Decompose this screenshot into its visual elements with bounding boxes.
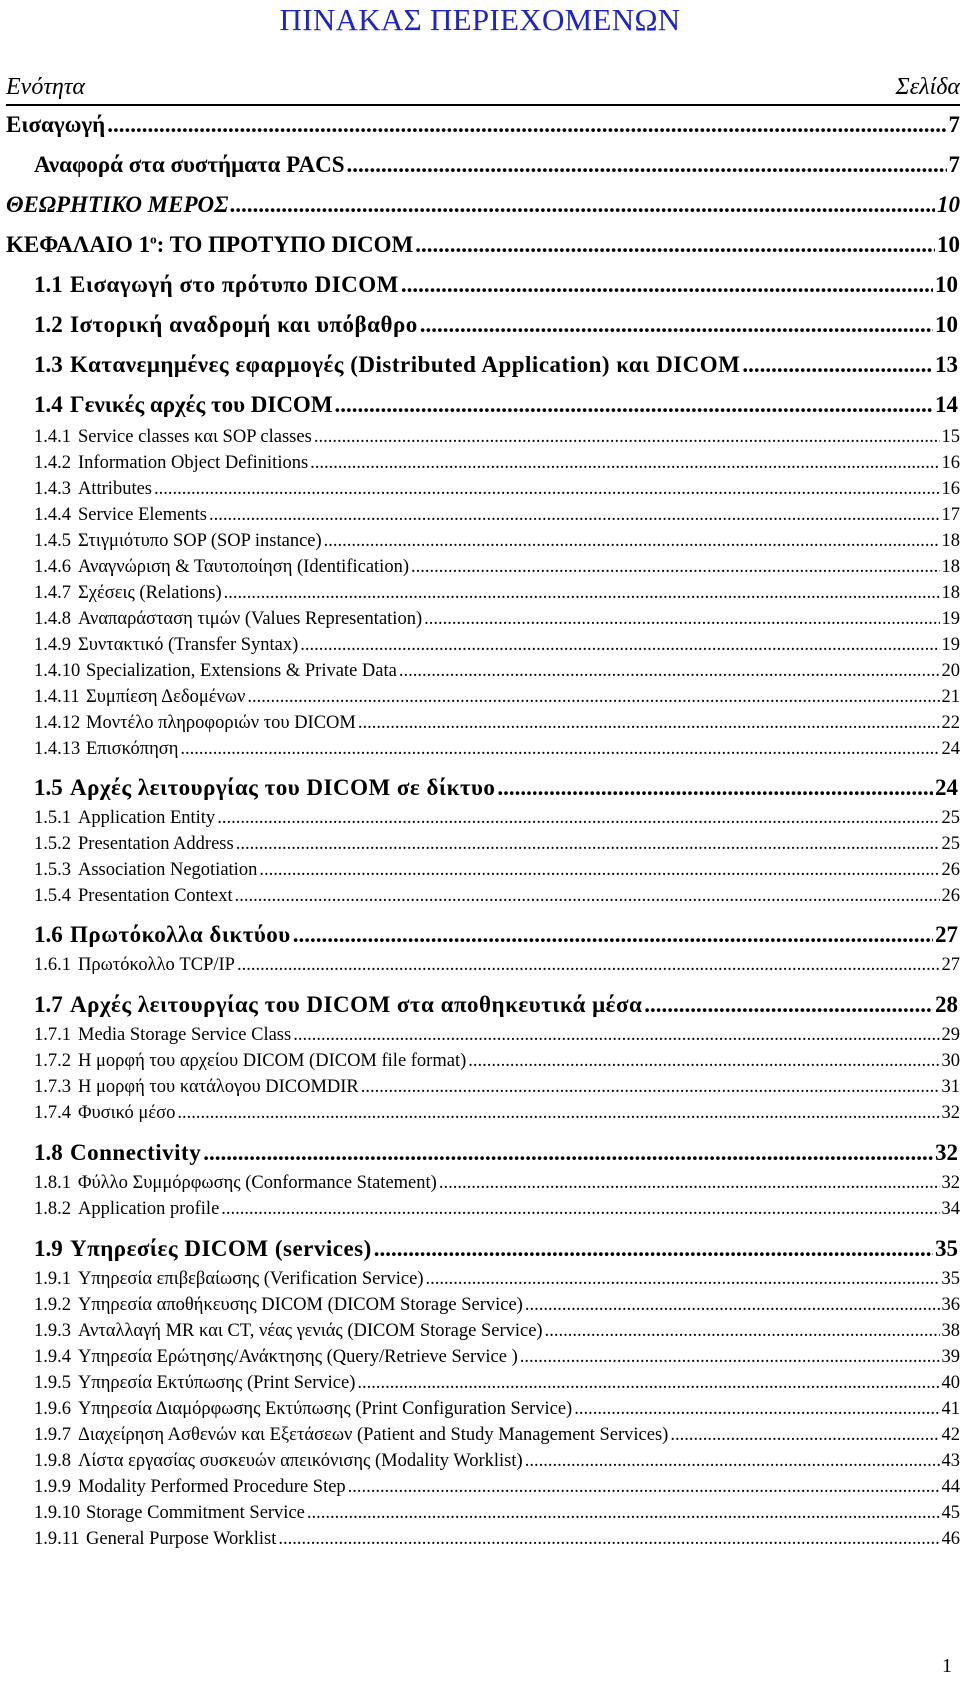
toc-entry-page: 32	[935, 1140, 958, 1165]
toc-entry-1-4-12[interactable]	[34, 713, 960, 734]
toc-entry-1-6-1[interactable]	[34, 955, 960, 976]
toc-entry-introduction[interactable]	[6, 112, 960, 138]
toc-entry-1-8-1[interactable]	[34, 1173, 960, 1194]
toc-entry-number: 1.9.3	[34, 1321, 71, 1341]
dot-leader	[235, 886, 940, 907]
toc-entry-chapter-1[interactable]	[6, 232, 960, 258]
toc-entry-number: 1.4.10	[34, 661, 81, 681]
dot-leader	[347, 152, 947, 178]
toc-entry-text	[6, 232, 413, 258]
toc-entry-1-6[interactable]	[34, 922, 958, 948]
toc-entry-page: 26	[941, 860, 960, 880]
toc-entry-number: 1.9.8	[34, 1451, 71, 1471]
dot-leader	[574, 1399, 939, 1420]
toc-entry-text: Υπηρεσία Ερώτησης/Ανάκτησης (Query/Retrieve Service )	[78, 1347, 518, 1367]
toc-entry-1-9-9[interactable]	[34, 1477, 960, 1498]
toc-entry-1-4-7[interactable]	[34, 583, 960, 604]
toc-entry-number: 1.8.2	[34, 1199, 71, 1219]
toc-entry-1-9-11[interactable]	[34, 1529, 960, 1550]
toc-entry-text: Η μορφή του κατάλογου DICOMDIR	[78, 1077, 359, 1097]
toc-entry-page: 30	[941, 1051, 960, 1071]
toc-entry-number: 1.5.4	[34, 886, 71, 906]
toc-entry-text: Εισαγωγή στο πρότυπο DICOM	[70, 272, 399, 297]
toc-entry-page: 25	[941, 808, 960, 828]
dot-leader	[670, 1425, 939, 1446]
toc-entry-page: 35	[935, 1236, 958, 1261]
toc-entry-page: 27	[935, 922, 958, 947]
dot-leader	[426, 1269, 940, 1290]
toc-entry-page: 16	[941, 453, 960, 473]
dot-leader	[525, 1295, 940, 1316]
dot-leader	[324, 531, 940, 552]
toc-entry-text: Συμπίεση Δεδομένων	[86, 687, 246, 707]
toc-entry-number: 1.9.4	[34, 1347, 71, 1367]
toc-entry-pacs[interactable]	[34, 152, 960, 178]
toc-entry-1-5-3[interactable]	[34, 860, 960, 881]
toc-entry-1-4-1[interactable]	[34, 427, 960, 448]
toc-entry-page: 17	[941, 505, 960, 525]
dot-leader	[247, 687, 939, 708]
toc-entry-text: Πρωτόκολλο TCP/IP	[78, 955, 235, 975]
toc-entry-text: Presentation Address	[78, 834, 234, 854]
toc-entry-page: 46	[941, 1529, 960, 1549]
toc-entry-text: Φύλλο Συμμόρφωσης (Conformance Statement)	[78, 1173, 437, 1193]
toc-entry-page: 24	[935, 775, 958, 800]
toc-entry-1-7[interactable]	[34, 992, 958, 1018]
toc-entry-text: Διαχείρηση Ασθενών και Εξετάσεων (Patient and Study Management Services)	[78, 1425, 669, 1445]
dot-leader	[374, 1236, 933, 1262]
toc-entry-page: 21	[941, 687, 960, 707]
toc-entry-page: 25	[941, 834, 960, 854]
toc-entry-number: 1.1	[34, 272, 63, 297]
toc-entry-text: Μοντέλο πληροφοριών του DICOM	[86, 713, 356, 733]
toc-entry-text: Modality Performed Procedure Step	[78, 1477, 346, 1497]
dot-leader	[644, 992, 933, 1018]
toc-entry-page: 40	[941, 1373, 960, 1393]
dot-leader	[525, 1451, 940, 1472]
toc-entry-text: ΘΕΩΡΗΤΙΚΟ ΜΕΡΟΣ	[6, 192, 229, 217]
toc-entry-page: 34	[941, 1199, 960, 1219]
toc-entry-text: Αναφορά στα συστήματα PACS	[34, 152, 345, 177]
toc-entry-1-4[interactable]	[34, 392, 958, 418]
toc-entry-number: 1.5.1	[34, 808, 71, 828]
dot-leader	[293, 1025, 939, 1046]
toc-entry-number: 1.5.3	[34, 860, 71, 880]
toc-entry-text: Service Elements	[78, 505, 207, 525]
dot-leader	[230, 192, 935, 218]
toc-entry-number: 1.9.11	[34, 1529, 80, 1549]
toc-entry-number: 1.4.6	[34, 557, 71, 577]
dot-leader	[307, 1503, 940, 1524]
toc-entry-text: Υπηρεσία αποθήκευσης DICOM (DICOM Storage Service)	[78, 1295, 523, 1315]
dot-leader	[236, 834, 940, 855]
dot-leader	[300, 635, 939, 656]
dot-leader	[177, 1103, 939, 1124]
toc-entry-text: Επισκόπηση	[86, 739, 179, 759]
toc-entry-1-5-1[interactable]	[34, 808, 960, 829]
toc-entry-number: 1.4.9	[34, 635, 71, 655]
dot-leader	[439, 1173, 940, 1194]
page-number: 1	[942, 1655, 952, 1677]
dot-leader	[203, 1140, 933, 1166]
toc-entry-number: 1.6.1	[34, 955, 71, 975]
toc-entry-page: 36	[941, 1295, 960, 1315]
toc-entry-page: 35	[941, 1269, 960, 1289]
toc-entry-number: 1.9.7	[34, 1425, 71, 1445]
toc-entry-1-5-4[interactable]	[34, 886, 960, 907]
toc-entry-page: 19	[941, 635, 960, 655]
toc-entry-number: 1.4.13	[34, 739, 81, 759]
toc-entry-text: Presentation Context	[78, 886, 233, 906]
dot-leader	[259, 860, 939, 881]
toc-entry-1-9-7[interactable]	[34, 1425, 960, 1446]
ordinal-sup: ο	[150, 231, 157, 247]
toc-entry-number: 1.9.1	[34, 1269, 71, 1289]
toc-entry-1-9-6[interactable]	[34, 1399, 960, 1420]
dot-leader	[314, 427, 940, 448]
toc-entry-text: Στιγμιότυπο SOP (SOP instance)	[78, 531, 322, 551]
page-title: ΠΙΝΑΚΑΣ ΠΕΡΙΕΧΟΜΕΝΩΝ	[279, 2, 681, 37]
toc-entry-text: Attributes	[78, 479, 152, 499]
toc-entry-1-9-3[interactable]	[34, 1321, 960, 1342]
toc-entry-number: 1.4.3	[34, 479, 71, 499]
toc-entry-number: 1.7.2	[34, 1051, 71, 1071]
toc-entry-page: 18	[941, 531, 960, 551]
toc-entry-page: 43	[941, 1451, 960, 1471]
toc-entry-1-4-13[interactable]	[34, 739, 960, 760]
dot-leader	[278, 1529, 939, 1550]
toc-entry-1-5[interactable]	[34, 775, 958, 801]
toc-entry-text: Αναπαράσταση τιμών (Values Representation)	[78, 609, 423, 629]
toc-entry-page: 10	[937, 232, 960, 257]
dot-leader	[154, 479, 940, 500]
dot-leader	[107, 112, 946, 138]
toc-entry-text: Αρχές λειτουργίας του DICOM στα αποθηκευτικά μέσα	[70, 992, 643, 1017]
dot-leader	[221, 1199, 939, 1220]
toc-entry-number: 1.4.5	[34, 531, 71, 551]
chapter-label: ΚΕΦΑΛΑΙΟ 1	[6, 232, 151, 257]
dot-leader	[520, 1347, 940, 1368]
toc-entry-1-9-8[interactable]	[34, 1451, 960, 1472]
toc-entry-text: Media Storage Service Class	[78, 1025, 292, 1045]
dot-leader	[742, 352, 933, 378]
chapter-title: : ΤΟ ΠΡΟΤΥΠΟ DICOM	[156, 232, 414, 257]
toc-entry-page: 29	[941, 1025, 960, 1045]
toc-entry-1-4-4[interactable]	[34, 505, 960, 526]
toc-entry-page: 10	[937, 192, 960, 217]
toc-entry-number: 1.7.1	[34, 1025, 71, 1045]
toc-entry-text: Service classes και SOP classes	[78, 427, 312, 447]
toc-entry-page: 7	[948, 152, 960, 177]
toc-entry-1-7-1[interactable]	[34, 1025, 960, 1046]
toc-entry-page: 10	[935, 272, 958, 297]
toc-entry-number: 1.4.2	[34, 453, 71, 473]
toc-entry-text: Αρχές λειτουργίας του DICOM σε δίκτυο	[70, 775, 496, 800]
toc-entry-text: Connectivity	[70, 1140, 202, 1165]
toc-entry-1-4-5[interactable]	[34, 531, 960, 552]
toc-entry-number: 1.8	[34, 1140, 63, 1165]
toc-entry-1-9-1[interactable]	[34, 1269, 960, 1290]
toc-entry-1-1[interactable]	[34, 272, 958, 298]
toc-entry-text: Πρωτόκολλα δικτύου	[70, 922, 291, 947]
toc-entry-number: 1.9.6	[34, 1399, 71, 1419]
dot-leader	[335, 392, 933, 418]
toc-entry-page: 10	[935, 312, 958, 337]
toc-entry-1-9-10[interactable]	[34, 1503, 960, 1524]
toc-entry-text: Specialization, Extensions & Private Data	[86, 661, 397, 681]
page-column-label: Σελίδα	[895, 74, 960, 100]
toc-entry-1-9-5[interactable]	[34, 1373, 960, 1394]
toc-entry-1-4-8[interactable]	[34, 609, 960, 630]
toc-entry-1-2[interactable]	[34, 312, 958, 338]
toc-entry-number: 1.3	[34, 352, 63, 377]
toc-entry-text: Ανταλλαγή MR και CT, νέας γενιάς (DICOM Storage Service)	[78, 1321, 543, 1341]
toc-entry-page: 31	[941, 1077, 960, 1097]
toc-entry-page: 18	[941, 557, 960, 577]
toc-entry-1-4-2[interactable]	[34, 453, 960, 474]
toc-entry-number: 1.4.1	[34, 427, 71, 447]
toc-entry-number: 1.9.9	[34, 1477, 71, 1497]
section-column-label: Ενότητα	[6, 74, 85, 100]
dot-leader	[411, 557, 940, 578]
dot-leader	[468, 1051, 939, 1072]
dot-leader	[209, 505, 940, 526]
toc-entry-text: Κατανεμημένες εφαρμογές (Distributed Application) και DICOM	[70, 352, 741, 377]
toc-entry-page: 13	[935, 352, 958, 377]
toc-entry-number: 1.9	[34, 1236, 63, 1261]
toc-entry-text: Association Negotiation	[78, 860, 258, 880]
toc-entry-page: 22	[941, 713, 960, 733]
toc-entry-text: Application profile	[78, 1199, 220, 1219]
toc-entry-page: 18	[941, 583, 960, 603]
toc-entry-page: 39	[941, 1347, 960, 1367]
toc-entry-page: 26	[941, 886, 960, 906]
dot-leader	[237, 955, 940, 976]
toc-entry-text: Σχέσεις (Relations)	[78, 583, 222, 603]
toc-entry-1-4-10[interactable]	[34, 661, 960, 682]
toc-entry-1-9-4[interactable]	[34, 1347, 960, 1368]
toc-entry-text: Υπηρεσία Εκτύπωσης (Print Service)	[78, 1373, 356, 1393]
dot-leader	[224, 583, 940, 604]
toc-entry-text: Ιστορική αναδρομή και υπόβαθρο	[70, 312, 418, 337]
toc-entry-1-9-2[interactable]	[34, 1295, 960, 1316]
toc-entry-page: 20	[941, 661, 960, 681]
dot-leader	[424, 609, 939, 630]
toc-entry-text: Αναγνώριση & Ταυτοποίηση (Identification)	[78, 557, 409, 577]
toc-entry-text: Υπηρεσία επιβεβαίωσης (Verification Service)	[78, 1269, 424, 1289]
toc-entry-number: 1.5	[34, 775, 63, 800]
toc-entry-text: Application Entity	[78, 808, 216, 828]
toc-entry-number: 1.7.3	[34, 1077, 71, 1097]
toc-entry-number: 1.6	[34, 922, 63, 947]
dot-leader	[293, 922, 933, 948]
toc-entry-page: 16	[941, 479, 960, 499]
toc-entry-number: 1.4.12	[34, 713, 81, 733]
toc-entry-page: 15	[941, 427, 960, 447]
toc-entry-page: 38	[941, 1321, 960, 1341]
toc-entry-text: Φυσικό μέσο	[78, 1103, 176, 1123]
toc-entry-number: 1.4.11	[34, 687, 80, 707]
dot-leader	[420, 312, 933, 338]
toc-entry-text: Η μορφή του αρχείου DICOM (DICOM file format)	[78, 1051, 467, 1071]
dot-leader	[217, 808, 939, 829]
toc-entry-number: 1.4	[34, 392, 63, 417]
toc-entry-1-4-9[interactable]	[34, 635, 960, 656]
toc-entry-1-9[interactable]	[34, 1236, 958, 1262]
toc-entry-text: Storage Commitment Service	[86, 1503, 305, 1523]
toc-entry-number: 1.9.2	[34, 1295, 71, 1315]
toc-entry-page: 28	[935, 992, 958, 1017]
toc-entry-number: 1.4.4	[34, 505, 71, 525]
toc-entry-1-4-3[interactable]	[34, 479, 960, 500]
dot-leader	[348, 1477, 940, 1498]
dot-leader	[180, 739, 939, 760]
toc-entry-page: 14	[935, 392, 958, 417]
toc-entry-number: 1.7.4	[34, 1103, 71, 1123]
toc-entry-page: 19	[941, 609, 960, 629]
toc-entry-1-7-4[interactable]	[34, 1103, 960, 1124]
toc-entry-1-8-2[interactable]	[34, 1199, 960, 1220]
toc-entry-text: Υπηρεσίες DICOM (services)	[70, 1236, 372, 1261]
dot-leader	[415, 232, 935, 258]
toc-entry-page: 32	[941, 1173, 960, 1193]
toc-entry-number: 1.5.2	[34, 834, 71, 854]
toc-entry-1-7-3[interactable]	[34, 1077, 960, 1098]
toc-entry-1-7-2[interactable]	[34, 1051, 960, 1072]
toc-entry-1-4-6[interactable]	[34, 557, 960, 578]
toc-entry-text: Εισαγωγή	[6, 112, 106, 137]
toc-entry-text: Συντακτικό (Transfer Syntax)	[78, 635, 299, 655]
dot-leader	[357, 1373, 939, 1394]
toc-entry-text: General Purpose Worklist	[86, 1529, 277, 1549]
toc-entry-page: 7	[948, 112, 960, 137]
toc-entry-page: 44	[941, 1477, 960, 1497]
toc-entry-page: 32	[941, 1103, 960, 1123]
toc-entry-theory-part[interactable]	[6, 192, 960, 218]
toc-entry-1-3[interactable]	[34, 352, 958, 378]
toc-entry-1-4-11[interactable]	[34, 687, 960, 708]
toc-entry-page: 27	[941, 955, 960, 975]
dot-leader	[361, 1077, 940, 1098]
toc-entry-number: 1.9.5	[34, 1373, 71, 1393]
dot-leader	[401, 272, 933, 298]
toc-entry-text: Information Object Definitions	[78, 453, 309, 473]
toc-entry-number: 1.9.10	[34, 1503, 81, 1523]
dot-leader	[358, 713, 940, 734]
toc-entry-page: 42	[941, 1425, 960, 1445]
toc-entry-number: 1.7	[34, 992, 63, 1017]
dot-leader	[399, 661, 940, 682]
toc-entry-1-8[interactable]	[34, 1140, 958, 1166]
toc-entry-number: 1.4.7	[34, 583, 71, 603]
toc-entry-page: 45	[941, 1503, 960, 1523]
toc-entry-text: Λίστα εργασίας συσκευών απεικόνισης (Modality Worklist)	[78, 1451, 523, 1471]
toc-entry-1-5-2[interactable]	[34, 834, 960, 855]
dot-leader	[497, 775, 933, 801]
dot-leader	[310, 453, 939, 474]
toc-entry-page: 24	[941, 739, 960, 759]
toc-entry-number: 1.2	[34, 312, 63, 337]
toc-entry-number: 1.8.1	[34, 1173, 71, 1193]
toc-entry-page: 41	[941, 1399, 960, 1419]
toc-entry-text: Υπηρεσία Διαμόρφωσης Εκτύπωσης (Print Configuration Service)	[78, 1399, 573, 1419]
toc-entry-text: Γενικές αρχές του DICOM	[70, 392, 333, 417]
toc-entry-number: 1.4.8	[34, 609, 71, 629]
dot-leader	[545, 1321, 940, 1342]
